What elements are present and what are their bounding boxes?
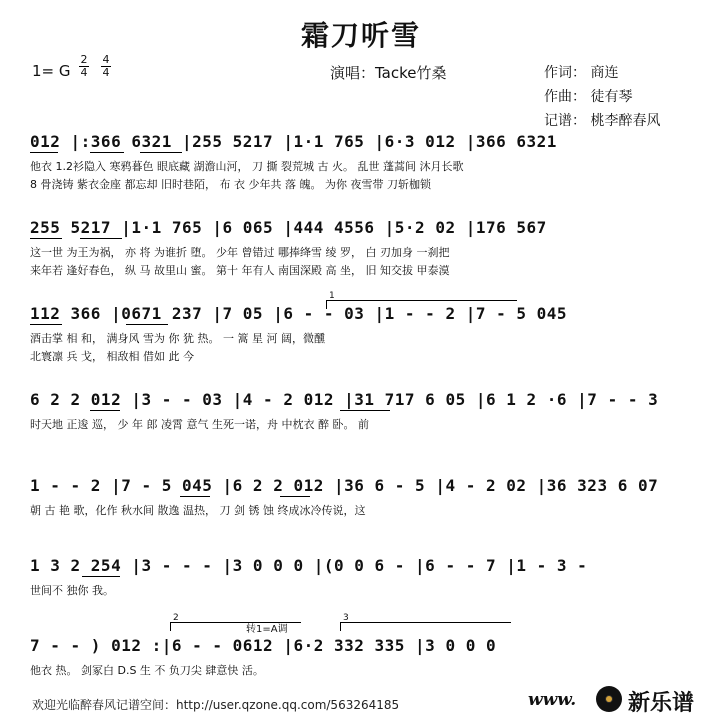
notation-line: 6 2 2 012 |3 - - 03 |4 - 2 012 |31 717 6 05 |6 1 2 ·6 |7 - - 3	[30, 390, 659, 409]
lyricist-credit: 作词： 商连	[544, 65, 619, 81]
notation-line: 7 - - ) 012 :|6 - - 0612 |6·2 332 335 |3 0 0 0	[30, 636, 497, 655]
song-title: 霜刀听雪	[300, 19, 421, 52]
notation-line: 1 3 2 254 |3 - - - |3 0 0 0 |(0 0 6 - |6 - - 7 |1 - 3 -	[30, 556, 588, 575]
time-signature-4-4: 4 4	[102, 53, 110, 79]
logo-text: 新乐谱	[628, 691, 695, 716]
record-disc-icon	[596, 686, 622, 712]
notation-line: 012 |:366 6321 |255 5217 |1·1 765 |6·3 012 |366 6321	[30, 132, 557, 151]
lyrics-verse-1: 时天地 正逡 巡， 少 年 郎 凌霄 意气 生死一诺，舟 中枕衣 醉 卧。 前	[30, 418, 369, 431]
footer-url-text: 欢迎光临醉春风记谱空间：http://user.qzone.qq.com/563264185	[32, 698, 400, 712]
key-signature: 1= G	[32, 62, 71, 80]
watermark-www: www.	[528, 690, 577, 710]
key-change-label: 转1=A调	[246, 624, 288, 635]
singer-credit: 演唱：Tacke竹桑	[330, 64, 447, 82]
notation-line: 255 5217 |1·1 765 |6 065 |444 4556 |5·2 02 |176 567	[30, 218, 547, 237]
score-line-2	[30, 218, 700, 308]
time-signature-2-4: 2 4	[80, 53, 88, 79]
score-line-5	[30, 476, 700, 566]
volta-bracket-1: 1	[326, 300, 517, 309]
site-logo	[596, 684, 718, 718]
lyrics-verse-2: 北寰凛 兵 戈， 相敌相 借如 此 今	[30, 350, 194, 363]
composer-credit: 作曲： 徒有琴	[544, 89, 633, 105]
lyrics-verse-1: 他衣 1.2衫隐入 寒鸦暮色 眼底藏 湖澹山河， 刀 撕 裂荒城 古 火。 乱世 蓬蒿间 沐月长歌	[30, 160, 464, 173]
score-line-4	[30, 390, 700, 480]
volta-bracket-3: 3	[340, 622, 511, 631]
lyrics-verse-1: 世间不 独你 我。	[30, 584, 114, 597]
lyrics-verse-1: 他衣 热。 剑冢白 D.S 生 不 负刀尖 肆意快 活。	[30, 664, 264, 677]
volta-bracket-2: 2	[170, 622, 301, 631]
lyrics-verse-2: 来年若 逢好春色， 纵 马 故里山 蜜。 第十 年有人 南国深殿 高 坐， 旧 知交拔 甲泰漠	[30, 264, 450, 277]
lyrics-verse-2: 8 骨浇铸 紫衣金座 都忘却 旧时巷陌， 布 衣 少年共 落 魄。 为你 夜雪带 刀斩枷锁	[30, 178, 431, 191]
lyrics-verse-1: 酒击掌 相 和， 满身风 雪为 你 犹 热。 一 篙 星 河 阔，微醺	[30, 332, 325, 345]
notation-line: 1 - - 2 |7 - 5 045 |6 2 2 012 |36 6 - 5 |4 - 2 02 |36 323 6 07	[30, 476, 659, 495]
transcriber-credit: 记谱： 桃李醉春风	[544, 113, 661, 129]
lyrics-verse-1: 朝 古 艳 歌，化作 秋水间 散逸 温热， 刀 剑 锈 蚀 终成冰冷传说，这	[30, 504, 366, 517]
lyrics-verse-1: 这一世 为王为祸， 亦 将 为谁折 堕。 少年 曾错过 哪捧绛雪 绫 罗， 白 刃加身 一刹把	[30, 246, 450, 259]
score-line-1	[30, 132, 700, 222]
notation-line: 112 366 |0671 237 |7 05 |6 - - 03 |1 - - 2 |7 - 5 045	[30, 304, 568, 323]
score-line-3	[30, 291, 700, 394]
